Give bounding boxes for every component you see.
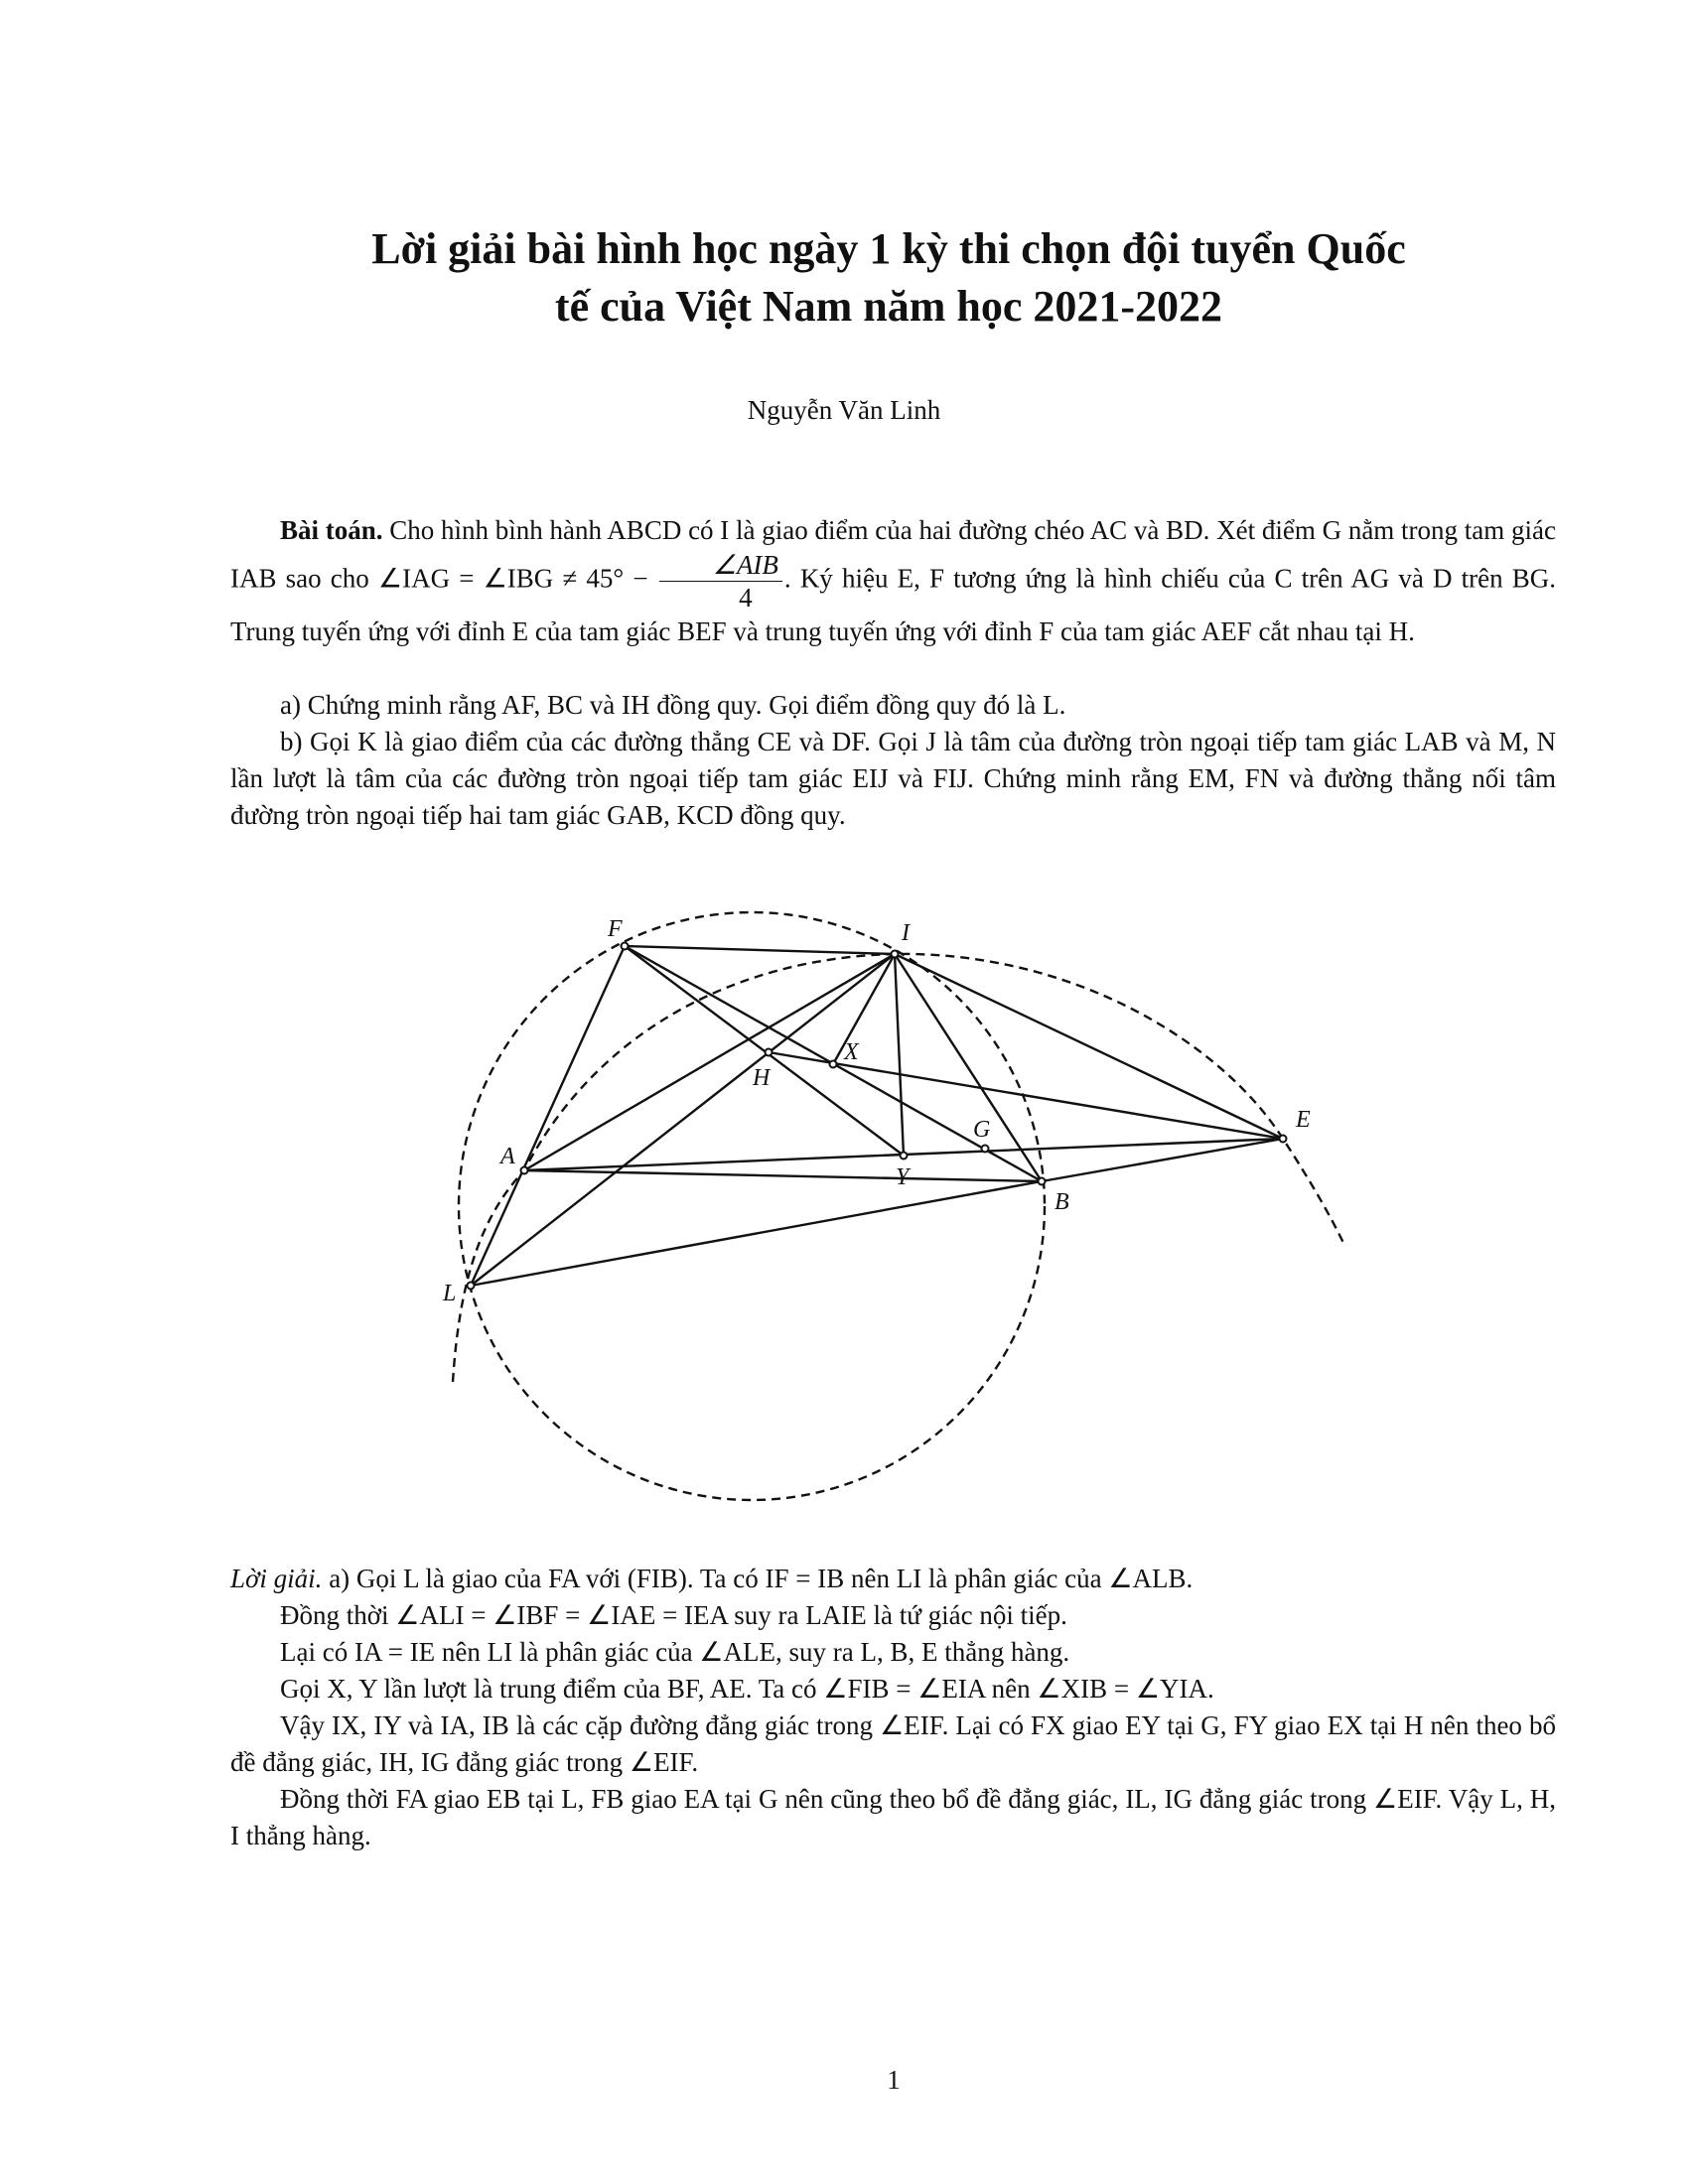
solution-heading: Lời giải. [230, 1564, 323, 1593]
segment-ia [524, 954, 895, 1170]
solution-line-6: Đồng thời FA giao EB tại L, FB giao EA tại G nên cũng theo bổ đề đẳng giác, IL, IG đẳng giác trong ∠EIF. Vậy L, H, I thẳng hàng. [230, 1784, 1556, 1850]
label-y: Y [896, 1164, 910, 1190]
segment-he [769, 1052, 1283, 1139]
circle-fib [459, 912, 1045, 1500]
point-e [1280, 1136, 1287, 1143]
solution-line-4: Gọi X, Y lần lượt là trung điểm của BF, AE. Ta có ∠FIB = ∠EIA nên ∠XIB = ∠YIA. [280, 1674, 1214, 1704]
problem-text-part1: Cho hình bình hành ABCD có I là giao điểm của hai đường chéo AC và BD. Xét điểm G nằm trong tam giác IAB sao cho ∠IAG = ∠IBG ≠ 45° − [230, 515, 1557, 594]
point-y [901, 1153, 908, 1160]
point-i [892, 951, 899, 958]
point-l [468, 1283, 475, 1290]
segment-fy [625, 946, 904, 1156]
solution-line-1 [230, 1561, 1556, 1597]
solution-line-3: Lại có IA = IE nên LI là phân giác của ∠ALE, suy ra L, B, E thẳng hàng. [280, 1637, 1070, 1667]
label-i: I [902, 920, 910, 946]
segment-iy [895, 954, 904, 1156]
point-x [830, 1061, 837, 1068]
segment-ie [895, 954, 1283, 1139]
fraction-numerator: ∠AIB [659, 549, 782, 582]
label-x: X [844, 1039, 859, 1065]
label-g: G [973, 1117, 991, 1143]
fraction-denominator: 4 [739, 583, 753, 613]
point-g [982, 1146, 989, 1153]
segment-ab [524, 1170, 1042, 1181]
solution-line-5: Vậy IX, IY và IA, IB là các cặp đường đẳng giác trong ∠EIF. Lại có FX giao EY tại G, FY giao EX tại H nên theo bổ đề đẳng giác, IH, IG đẳng giác trong ∠EIF. [230, 1710, 1556, 1777]
author: Nguyễn Văn Linh [747, 395, 941, 425]
title-line-2: tế của Việt Nam năm học 2021-2022 [554, 282, 1223, 331]
title-line-1: Lời giải bài hình học ngày 1 kỳ thi chọn đội tuyển Quốc [371, 224, 1406, 273]
point-b [1039, 1178, 1046, 1185]
point-a [521, 1167, 528, 1174]
label-l: L [443, 1281, 457, 1306]
label-e: E [1296, 1107, 1311, 1133]
label-f: F [608, 916, 623, 942]
point-f [622, 943, 629, 950]
label-h: H [753, 1065, 771, 1091]
label-b: B [1055, 1189, 1069, 1215]
point-h [766, 1049, 773, 1056]
segment-lb [471, 1181, 1042, 1286]
segment-il [471, 954, 895, 1286]
solution-line-2: Đồng thời ∠ALI = ∠IBF = ∠IAE = IEA suy ra LAIE là tứ giác nội tiếp. [280, 1600, 1067, 1630]
problem-part-b: b) Gọi K là giao điểm của các đường thẳng CE và DF. Gọi J là tâm của đường tròn ngoại tiếp tam giác LAB và M, N lần lượt là tâm của các đường tròn ngoại tiếp tam giác EIJ và FIJ. Chứng minh rằng EM, FN và đường thẳng nối tâm đường tròn ngoại tiếp hai tam giác GAB, KCD đồng quy. [230, 727, 1556, 830]
problem-text-part2: . Ký hiệu E, F tương ứng là hình chiếu của C trên AG và D trên BG. Trung tuyến ứng với đỉnh E của tam giác BEF và trung tuyến ứng với đỉnh F của tam giác AEF cắt nhau tại H. [230, 563, 1556, 646]
problem-heading: Bài toán. [280, 515, 383, 545]
problem-part-a: a) Chứng minh rằng AF, BC và IH đồng quy. Gọi điểm đồng quy đó là L. [280, 690, 1066, 720]
page-number: 1 [887, 2065, 901, 2095]
solution-text-1: a) Gọi L là giao của FA với (FIB). Ta có IF = IB nên LI là phân giác của ∠ALB. [329, 1564, 1194, 1593]
segment-be [1042, 1139, 1283, 1181]
segment-ix [833, 954, 895, 1064]
label-a: A [500, 1144, 515, 1169]
segment-fi [625, 946, 895, 954]
